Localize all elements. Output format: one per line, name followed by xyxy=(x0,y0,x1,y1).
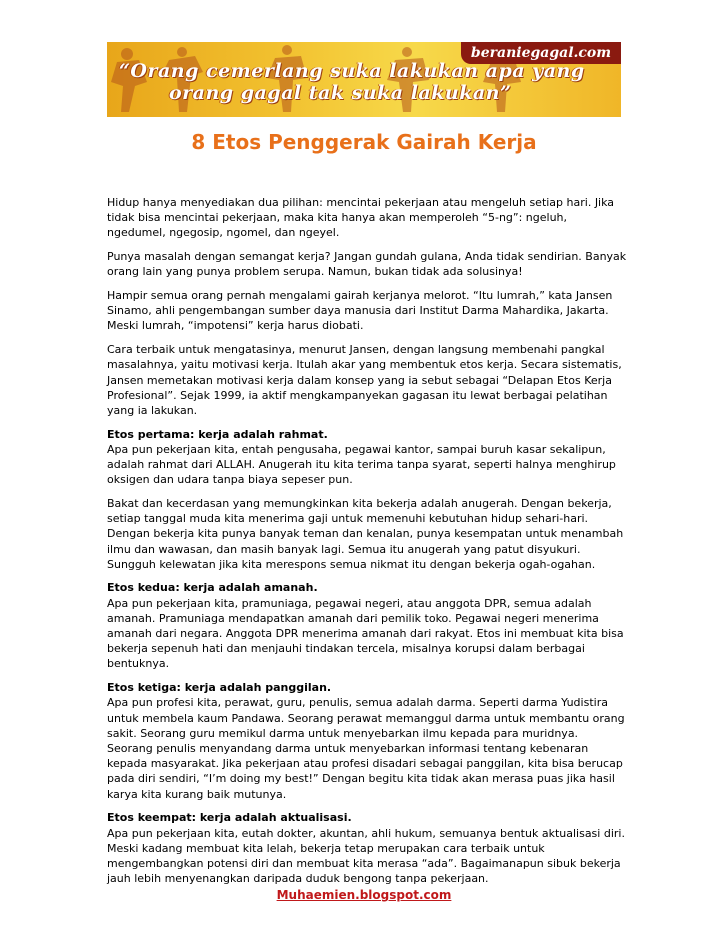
intro-paragraph-2: Punya masalah dengan semangat kerja? Jangan gundah gulana, Anda tidak sendirian. Banyak orang lain yang punya problem serupa. Namun, bukan tidak ada solusinya! xyxy=(107,250,627,279)
etos-3-section xyxy=(107,680,627,802)
etos-1-body: Apa pun pekerjaan kita, entah pengusaha, pegawai kantor, sampai buruh kasar sekalipun, adalah rahmat dari ALLAH. Anugerah itu kita terima tanpa syarat, seperti halnya menghirup oksigen dan udara tanpa biaya sepeser pun. xyxy=(107,442,616,487)
etos-2-body: Apa pun pekerjaan kita, pramuniaga, pegawai negeri, atau anggota DPR, semua adalah amanah. Pramuniaga mendapatkan amanah dari pemilik toko. Pegawai negeri menerima amanah dari negara. Anggota DPR menerima amanah dari rakyat. Etos ini membuat kita bisa bekerja sepenuh hati dan menjauhi tindakan tercela, misalnya korupsi dalam berbagai bentuknya. xyxy=(107,596,624,671)
intro-paragraph-1: Hidup hanya menyediakan dua pilihan: mencintai pekerjaan atau mengeluh setiap hari. Jika tidak bisa mencintai pekerjaan, maka kita hanya akan memperoleh “5-ng”: ngeluh, ngedumel, ngegosip, ngomel, dan ngeyel. xyxy=(107,196,615,240)
header-banner xyxy=(107,42,621,117)
etos-3-body: Apa pun profesi kita, perawat, guru, penulis, semua adalah darma. Seperti darma Yudistira untuk membela kaum Pandawa. Seorang perawat memanggul darma untuk membantu orang sakit. Seorang guru memikul darma untuk menyebarkan ilmu kepada para muridnya. Seorang penulis menyandang darma untuk menyebarkan informasi tentang kebenaran kepada masyarakat. Jika pekerjaan atau profesi disadari sebagai panggilan, kita bisa berucap pada diri sendiri, “I’m doing my best!” Dengan begitu kita tidak akan merasa puas jika hasil karya kita kurang baik mutunya. xyxy=(107,696,625,801)
brand-logo: beraniegagal.com xyxy=(461,42,621,64)
banner-quote-line-2: orang gagal tak suka lakukan” xyxy=(169,82,512,104)
page-title: 8 Etos Penggerak Gairah Kerja xyxy=(191,130,537,154)
etos-1-section xyxy=(107,427,627,488)
etos-4-section xyxy=(107,810,627,886)
footer-blog-link[interactable]: Muhaemien.blogspot.com xyxy=(276,888,452,902)
intro-paragraph-3: Hampir semua orang pernah mengalami gairah kerjanya melorot. “Itu lumrah,” kata Jansen Sinamo, ahli pengembangan sumber daya manusia dari Institut Darma Mahardika, Jakarta. Meski lumrah, “impotensi” kerja harus diobati. xyxy=(107,289,613,333)
etos-1-heading: Etos pertama: kerja adalah rahmat. xyxy=(107,427,328,441)
footer xyxy=(0,884,728,903)
etos-4-body: Apa pun pekerjaan kita, eutah dokter, akuntan, ahli hukum, semuanya bentuk aktualisasi diri. Meski kadang membuat kita lelah, bekerja tetap merupakan cara terbaik untuk mengembangkan potensi diri dan membuat kita merasa “ada”. Bagaimanapun sibuk bekerja jauh lebih menyenangkan daripada duduk bengong tanpa pekerjaan. xyxy=(107,826,625,886)
etos-2-section xyxy=(107,580,627,671)
etos-2-heading: Etos kedua: kerja adalah amanah. xyxy=(107,581,318,595)
etos-3-heading: Etos ketiga: kerja adalah panggilan. xyxy=(107,681,332,695)
intro-paragraph-4: Cara terbaik untuk mengatasinya, menurut Jansen, dengan langsung membenahi pangkal masalahnya, yaitu motivasi kerja. Itulah akar yang membentuk etos kerja. Secara sistematis, Jansen memetakan motivasi kerja dalam konsep yang ia sebut sebagai “Delapan Etos Kerja Profesional”. Sejak 1999, ia aktif mengkampanyekan gagasan itu lewat berbagai pelatihan yang ia lakukan. xyxy=(107,343,622,417)
article-body xyxy=(107,195,627,895)
banner-quote-line-1: “Orang cemerlang suka lakukan apa yang xyxy=(119,60,585,82)
etos-1-body-2: Bakat dan kecerdasan yang memungkinkan kita bekerja adalah anugerah. Dengan bekerja, setiap tanggal muda kita menerima gaji untuk memenuhi kebutuhan hidup sehari-hari. Dengan bekerja kita punya banyak teman dan kenalan, punya kesempatan untuk menambah ilmu dan wawasan, dan masih banyak lagi. Semua itu anugerah yang patut disyukuri. Sungguh kelewatan jika kita merespons semua nikmat itu dengan bekerja ogah-ogahan. xyxy=(107,496,624,571)
etos-4-heading: Etos keempat: kerja adalah aktualisasi. xyxy=(107,811,352,825)
banner-quote xyxy=(119,60,619,104)
